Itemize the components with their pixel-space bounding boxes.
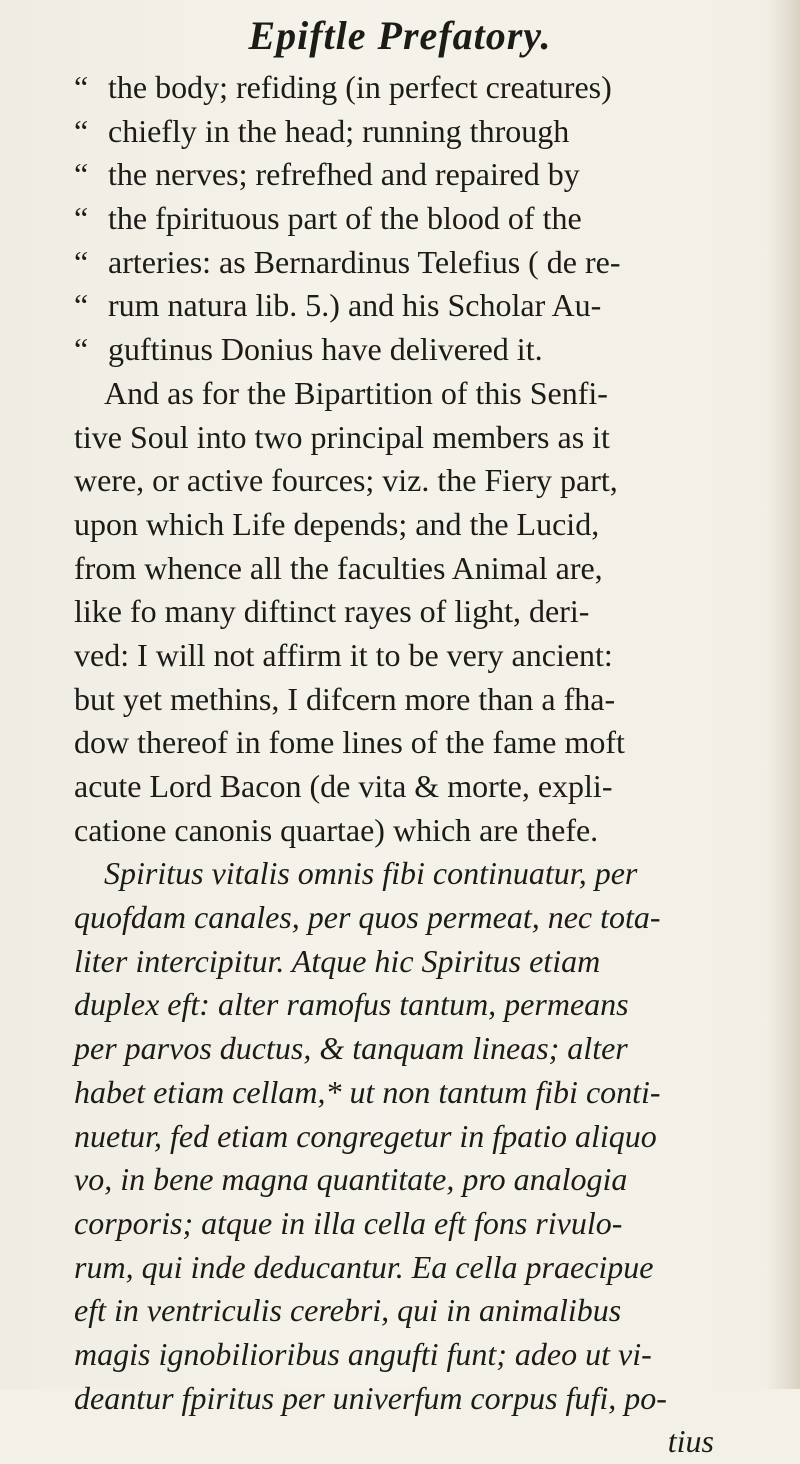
text-line-latin: corporis; atque in illa cella eft fons rivulo- (74, 1204, 623, 1241)
text-line: And as for the Bipartition of this Senfi- (104, 374, 608, 411)
text-line: “ chiefly in the head; running through (74, 112, 570, 149)
text-line-latin: habet etiam cellam,* ut non tantum fibi conti- (74, 1073, 661, 1110)
text-line-latin: nuetur, fed etiam congregetur in fpatio aliquo (74, 1117, 657, 1154)
catchword: tius (667, 1423, 714, 1460)
text-line-latin: per parvos ductus, & tanquam lineas; alter (74, 1030, 628, 1067)
text-line: “ arteries: as Bernardinus Telefius ( de re- (74, 243, 621, 280)
text-line: “ the nerves; refrefhed and repaired by (74, 156, 580, 193)
text-line: “ the fpirituous part of the blood of the (74, 200, 582, 237)
text-line-latin: Spiritus vitalis omnis fibi continuatur, per (104, 855, 638, 892)
text-line-latin: rum, qui inde deducantur. Ea cella praecipue (74, 1248, 654, 1285)
text-line: tive Soul into two principal members as it (74, 418, 610, 455)
text-line: dow thereof in fome lines of the fame moft (74, 724, 625, 761)
text-line: “ guftinus Donius have delivered it. (74, 331, 543, 368)
body-text (74, 66, 774, 1464)
text-line: ved: I will not affirm it to be very ancient: (74, 636, 613, 673)
text-line-latin: magis ignobilioribus angufti funt; adeo ut vi- (74, 1335, 652, 1372)
text-line: acute Lord Bacon (de vita & morte, expli- (74, 768, 613, 804)
text-line: catione canonis quartae) which are thefe. (74, 811, 599, 848)
text-line-latin: quofdam canales, per quos permeat, nec tota- (74, 899, 661, 936)
text-line-latin: vo, in bene magna quantitate, pro analogia (74, 1161, 628, 1198)
text-line: were, or active fources; viz. the Fiery part, (74, 462, 618, 499)
text-line-latin: deantur fpiritus per univerfum corpus fufi, po- (74, 1379, 667, 1416)
text-line: but yet methins, I difcern more than a fha- (74, 680, 616, 717)
text-line: like fo many diftinct rayes of light, deri- (74, 593, 590, 630)
text-line: upon which Life depends; and the Lucid, (74, 505, 600, 542)
text-line-latin: eft in ventriculis cerebri, qui in animalibus (74, 1292, 622, 1329)
text-line-latin: duplex eft: alter ramofus tantum, permeans (74, 986, 629, 1023)
text-line: from whence all the faculties Animal are, (74, 549, 603, 586)
text-line: “ the body; refiding (in perfect creatures) (74, 69, 612, 105)
page-header-title: Epiftle Prefatory. (248, 13, 552, 58)
text-line-latin: liter intercipitur. Atque hic Spiritus etiam (74, 942, 601, 979)
text-line: “ rum natura lib. 5.) and his Scholar Au- (74, 287, 602, 324)
